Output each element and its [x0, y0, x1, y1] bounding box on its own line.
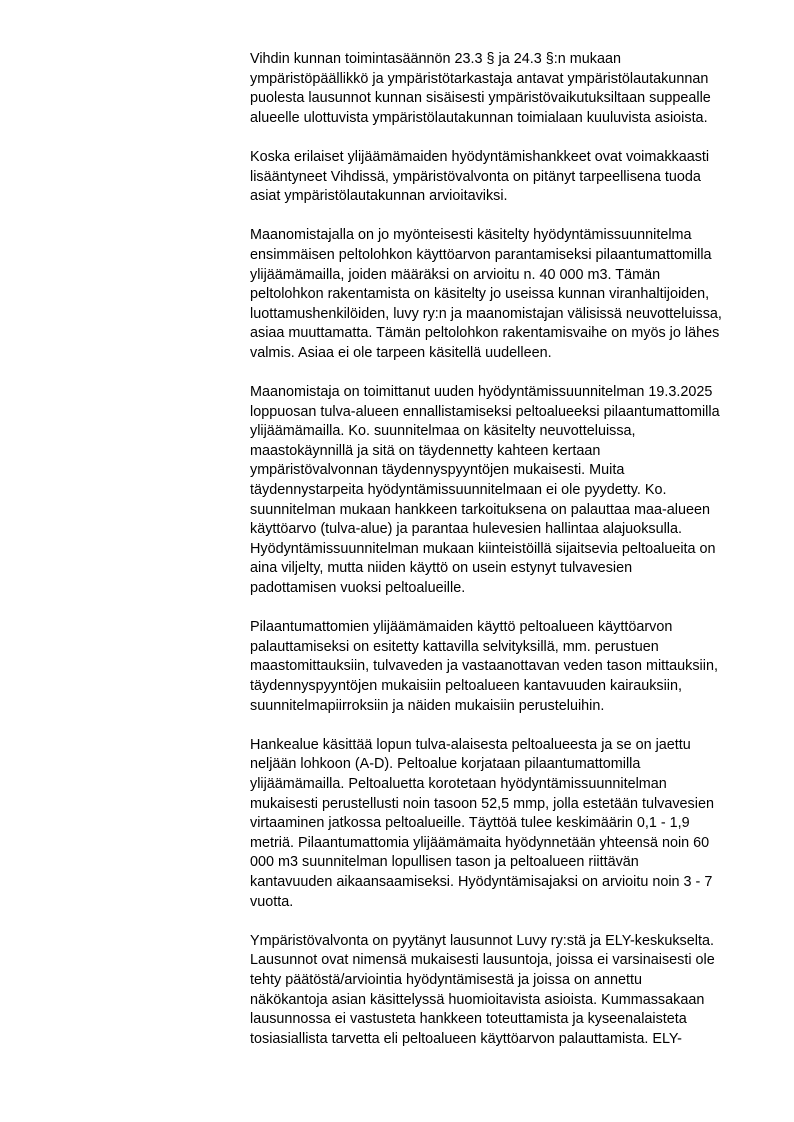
text-line: loppuosan tulva-alueen ennallistamiseksi peltoalueeksi pilaantumattomilla [250, 403, 720, 420]
text-line: ympäristöpäällikkö ja ympäristötarkastaja antavat ympäristölautakunnan [250, 70, 709, 87]
text-line: tosiasiallista tarvetta eli peltoalueen käyttöarvon palauttamista. ELY- [250, 1030, 682, 1047]
paragraph [250, 226, 750, 363]
text-line: puolesta lausunnot kunnan sisäisesti ympäristövaikutuksiltaan suppealle [250, 90, 711, 107]
text-line: Maanomistaja on toimittanut uuden hyödyntämissuunnitelman 19.3.2025 [250, 384, 713, 401]
text-line: ylijäämämailla, joiden määräksi on arvioitu n. 40 000 m3. Tämän [250, 266, 661, 283]
paragraph [250, 383, 750, 599]
text-line: asiaa muuttamatta. Tämän peltolohkon rakentamisvaihe on myös jo lähes [250, 325, 720, 342]
text-line: Vihdin kunnan toimintasäännön 23.3 § ja 24.3 §:n mukaan [250, 51, 621, 67]
text-line: Lausunnot ovat nimensä mukaisesti lausuntoja, joissa ei varsinaisesti ole [250, 952, 715, 969]
paragraph-spacer [250, 912, 750, 932]
text-line: suunnitelmapiirroksiin ja näiden mukaisiin perusteluihin. [250, 697, 605, 714]
text-line: virtaaminen jatkossa peltoalueille. Täyttöä tulee keskimäärin 0,1 - 1,9 [250, 815, 690, 832]
text-line: ympäristövalvonnan täydennyspyyntöjen mukaisesti. Muita [250, 462, 625, 479]
text-line: 000 m3 suunnitelman lopullisen tason ja peltoalueen riittävän [250, 854, 639, 871]
text-line: peltolohkon rakentamista on käsitelty jo useissa kunnan viranhaltijoiden, [250, 286, 710, 303]
text-line: ylijäämämailla. Peltoaluetta korotetaan hyödyntämissuunnitelman [250, 775, 667, 792]
paragraph-spacer [250, 207, 750, 227]
text-line: täydennystarpeita hyödyntämissuunnitelmaan ei ole pyydetty. Ko. [250, 482, 667, 499]
text-line: Pilaantumattomien ylijäämämaiden käyttö peltoalueen käyttöarvon [250, 619, 673, 636]
paragraph-spacer [250, 364, 750, 384]
paragraph [250, 618, 750, 716]
text-line: Hyödyntämissuunnitelman mukaan kiinteistöillä sijaitsevia peltoalueita on [250, 540, 716, 557]
text-line: maastokäynnillä ja sitä on täydennetty kahteen kertaan [250, 442, 601, 459]
text-line: käyttöarvo (tulva-alue) ja parantaa hulevesien hallintaa alajuoksulla. [250, 521, 682, 538]
text-line: Ympäristövalvonta on pyytänyt lausunnot Luvy ry:stä ja ELY-keskukselta. [250, 932, 714, 949]
text-line: suunnitelman mukaan hankkeen tarkoituksena on palauttaa maa-alueen [250, 501, 711, 518]
paragraph [250, 932, 750, 1050]
paragraph [250, 148, 750, 207]
text-line: metriä. Pilaantumattomia ylijäämämaita hyödynnetään yhteensä noin 60 [250, 834, 710, 851]
text-line: asiat ympäristölautakunnan arvioitaviksi. [250, 188, 508, 205]
text-line: mukaisesti perustellusti noin tasoon 52,5 mmp, jolla estetään tulvavesien [250, 795, 714, 812]
paragraph [250, 50, 750, 128]
text-line: Hankealue käsittää lopun tulva-alaisesta peltoalueesta ja se on jaettu [250, 736, 691, 753]
paragraph-spacer [250, 599, 750, 619]
text-line: vuotta. [250, 893, 294, 910]
text-line: neljään lohkoon (A-D). Peltoalue korjataan pilaantumattomilla [250, 756, 641, 773]
text-line: Koska erilaiset ylijäämämaiden hyödyntämishankkeet ovat voimakkaasti [250, 148, 710, 165]
text-line: aina viljelty, mutta niiden käyttö on usein estynyt tulvavesien [250, 560, 633, 577]
paragraph-spacer [250, 128, 750, 148]
text-line: alueelle ulottuvista ympäristölautakunnan toimialaan kuuluvista asioista. [250, 109, 708, 126]
document-page [250, 50, 750, 1049]
paragraph-spacer [250, 716, 750, 736]
text-line: ensimmäisen peltolohkon käyttöarvon parantamiseksi pilaantumattomilla [250, 246, 712, 263]
paragraph [250, 736, 750, 912]
text-line: kantavuuden aikaansaamiseksi. Hyödyntämisajaksi on arvioitu noin 3 - 7 [250, 873, 713, 890]
text-line: tehty päätöstä/arviointia hyödyntämisestä ja joissa on annettu [250, 971, 642, 988]
text-line: padottamisen vuoksi peltoalueille. [250, 580, 466, 597]
text-line: maastomittauksiin, tulvaveden ja vastaanottavan veden tason mittauksiin, [250, 658, 718, 675]
text-line: lausunnossa ei vastusteta hankkeen toteuttamista ja kyseenalaisteta [250, 1011, 687, 1028]
text-line: valmis. Asiaa ei ole tarpeen käsitellä uudelleen. [250, 344, 552, 361]
text-line: täydennyspyyntöjen mukaisiin peltoalueen kantavuuden kairauksiin, [250, 678, 682, 694]
text-line: Maanomistajalla on jo myönteisesti käsitelty hyödyntämissuunnitelma [250, 227, 692, 244]
text-line: näkökantoja asian käsittelyssä huomioitavista asioista. Kummassakaan [250, 991, 705, 1008]
text-line: luottamushenkilöiden, luvy ry:n ja maanomistajan välisissä neuvotteluissa, [250, 305, 722, 322]
text-line: palauttamiseksi on esitetty kattavilla selvityksillä, mm. perustuen [250, 638, 659, 655]
text-line: ylijäämämailla. Ko. suunnitelmaa on käsitelty neuvotteluissa, [250, 423, 636, 440]
text-line: lisääntyneet Vihdissä, ympäristövalvonta on pitänyt tarpeellisena tuoda [250, 168, 701, 185]
